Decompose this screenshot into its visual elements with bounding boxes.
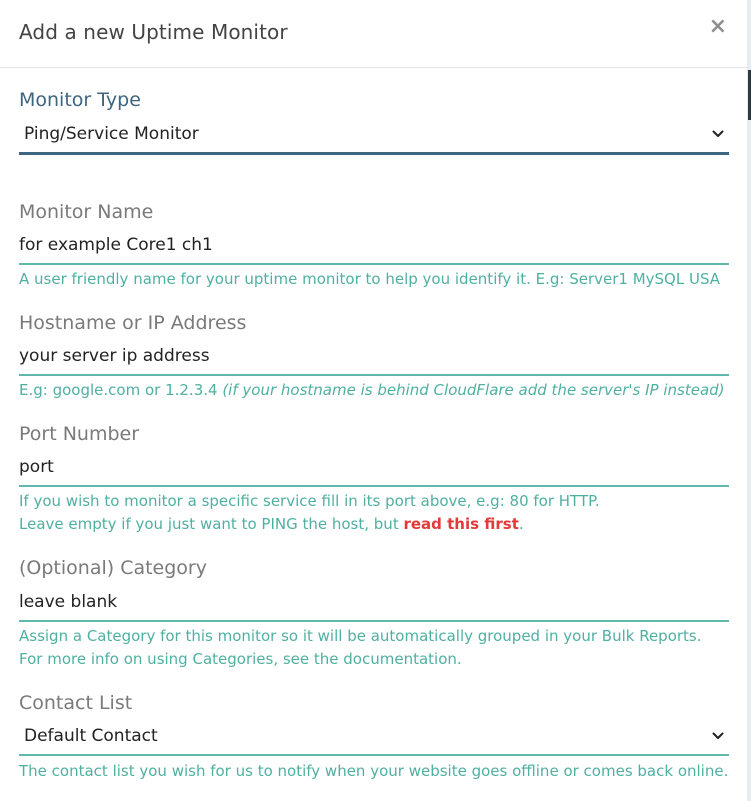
chevron-down-icon[interactable] xyxy=(712,128,724,140)
contact-list-label: Contact List xyxy=(19,692,133,714)
category-help-line1: Assign a Category for this monitor so it will be automatically grouped in your Bulk Reports. xyxy=(19,627,702,645)
category-label: (Optional) Category xyxy=(19,557,207,579)
monitor-name-label: Monitor Name xyxy=(19,201,154,223)
modal-title: Add a new Uptime Monitor xyxy=(19,20,288,44)
monitor-name-underline xyxy=(19,263,729,265)
close-icon[interactable]: × xyxy=(708,14,727,39)
contact-list-selected[interactable]: Default Contact xyxy=(24,726,158,746)
hostname-input[interactable]: your server ip address xyxy=(19,346,210,366)
monitor-name-input[interactable]: for example Core1 ch1 xyxy=(19,235,213,255)
monitor-type-underline xyxy=(19,152,729,155)
monitor-type-selected[interactable]: Ping/Service Monitor xyxy=(24,124,199,144)
port-help-suffix: . xyxy=(518,515,524,533)
contact-list-underline xyxy=(19,754,729,756)
read-this-first-link[interactable]: read this first xyxy=(403,515,519,533)
port-label: Port Number xyxy=(19,423,140,445)
monitor-name-help: A user friendly name for your uptime monitor to help you identify it. E.g: Server1 MySQL USA xyxy=(19,270,721,288)
monitor-type-label: Monitor Type xyxy=(19,89,141,111)
port-underline xyxy=(19,485,729,487)
port-help-text: Leave empty if you just want to PING the host, but xyxy=(19,515,404,533)
hostname-label: Hostname or IP Address xyxy=(19,312,247,334)
contact-list-help: The contact list you wish for us to notify when your website goes offline or comes back online. xyxy=(19,762,729,780)
hostname-help-note: (if your hostname is behind CloudFlare add the server's IP instead) xyxy=(222,381,725,399)
port-help-line1: If you wish to monitor a specific service fill in its port above, e.g: 80 for HTTP. xyxy=(19,492,600,510)
hostname-help xyxy=(19,379,725,402)
category-input[interactable]: leave blank xyxy=(19,592,118,612)
hostname-underline xyxy=(19,374,729,376)
category-underline xyxy=(19,620,729,622)
port-input[interactable]: port xyxy=(19,457,54,477)
page-scrollbar[interactable] xyxy=(747,0,751,801)
hostname-help-text: E.g: google.com or 1.2.3.4 xyxy=(19,381,223,399)
category-help-line2: For more info on using Categories, see the documentation. xyxy=(19,650,462,668)
chevron-down-icon[interactable] xyxy=(712,730,724,742)
modal-header xyxy=(0,0,747,68)
port-help-line2 xyxy=(19,513,524,536)
